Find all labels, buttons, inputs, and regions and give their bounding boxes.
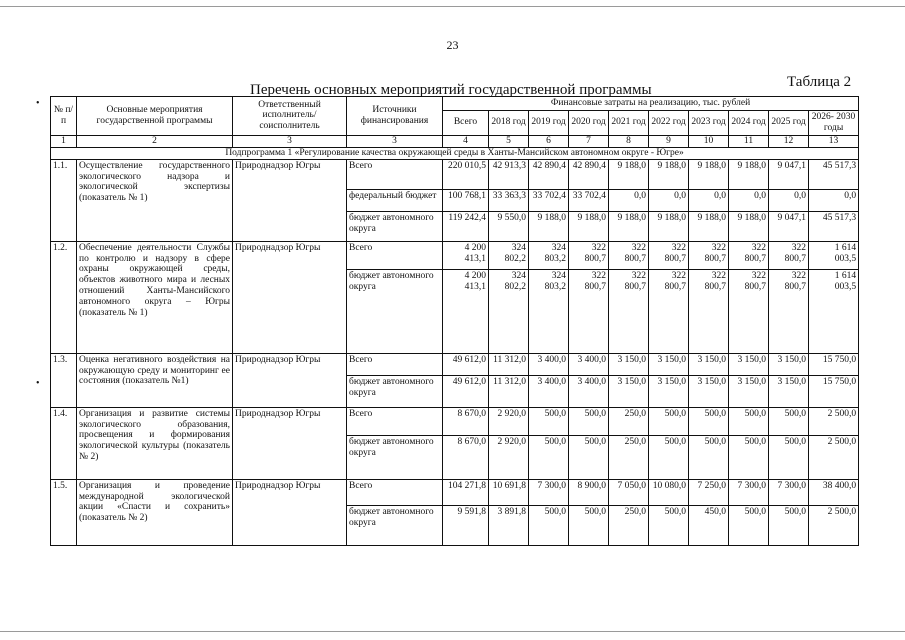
cost-total: 8 670,0 [443,407,489,435]
cost-value: 322 800,7 [569,241,609,269]
cost-value: 500,0 [569,505,609,545]
column-number: 13 [809,135,859,147]
activity-row [51,241,859,269]
cost-value: 3 150,0 [689,375,729,407]
cost-value: 500,0 [689,435,729,479]
header-year: 2025 год [769,110,809,135]
cost-value: 0,0 [809,189,859,211]
cost-value: 322 800,7 [689,269,729,353]
cost-value: 9 188,0 [729,159,769,189]
cost-value: 322 800,7 [729,241,769,269]
header-executor: Ответственный исполнитель/ соисполнитель [233,97,347,136]
cost-value: 324 803,2 [529,269,569,353]
funding-source: Всего [347,479,443,505]
cost-total: 49 612,0 [443,353,489,375]
cost-value: 11 312,0 [489,375,529,407]
cost-total: 8 670,0 [443,435,489,479]
cost-value: 7 050,0 [609,479,649,505]
header-year: 2022 год [649,110,689,135]
cost-value: 322 800,7 [569,269,609,353]
cost-value: 3 150,0 [729,353,769,375]
column-number: 8 [609,135,649,147]
cost-value: 3 400,0 [569,375,609,407]
cost-value: 15 750,0 [809,353,859,375]
cost-value: 322 800,7 [609,269,649,353]
column-numbers-row [51,135,859,147]
page-number: 23 [446,38,459,52]
cost-value: 3 150,0 [649,353,689,375]
cost-value: 7 250,0 [689,479,729,505]
funding-source: бюджет автономного округа [347,375,443,407]
cost-value: 9 188,0 [689,211,729,241]
cost-value: 33 702,4 [569,189,609,211]
scan-edge-bottom [0,631,905,632]
cost-value: 324 802,2 [489,241,529,269]
cost-value: 322 800,7 [769,241,809,269]
activity-executor: Природнадзор Югры [233,479,347,545]
activity-name: Осуществление государственного экологического надзора и экологической экспертизы (показатель № 1) [77,159,233,241]
header-year: 2024 год [729,110,769,135]
cost-value: 9 188,0 [729,211,769,241]
column-number: 10 [689,135,729,147]
cost-value: 324 802,2 [489,269,529,353]
cost-value: 3 400,0 [529,353,569,375]
scan-edge-top [0,6,905,7]
column-number: 7 [569,135,609,147]
cost-value: 8 900,0 [569,479,609,505]
activity-number: 1.4. [51,407,77,479]
column-number: 3 [233,135,347,147]
cost-value: 7 300,0 [729,479,769,505]
cost-value: 500,0 [769,407,809,435]
cost-value: 1 614 003,5 [809,269,859,353]
cost-value: 3 150,0 [609,375,649,407]
cost-value: 500,0 [769,435,809,479]
cost-value: 322 800,7 [649,269,689,353]
cost-value: 3 150,0 [649,375,689,407]
cost-value: 500,0 [529,407,569,435]
cost-value: 322 800,7 [689,241,729,269]
cost-value: 322 800,7 [649,241,689,269]
cost-value: 500,0 [569,407,609,435]
cost-value: 33 363,3 [489,189,529,211]
header-year: 2018 год [489,110,529,135]
activity-name: Организация и проведение международной экологической акции «Спасти и сохранить» (показатель № 2) [77,479,233,545]
column-number: 1 [51,135,77,147]
cost-value: 500,0 [649,505,689,545]
column-number: 4 [443,135,489,147]
cost-value: 10 691,8 [489,479,529,505]
cost-value: 7 300,0 [769,479,809,505]
activity-row [51,159,859,189]
column-number: 2 [77,135,233,147]
column-number: 12 [769,135,809,147]
cost-value: 324 803,2 [529,241,569,269]
cost-value: 3 150,0 [609,353,649,375]
activity-executor: Природнадзор Югры [233,353,347,407]
activity-name: Оценка негативного воздействия на окружающую среду и мониторинг ее состояния (показатель №1) [77,353,233,407]
activity-executor: Природнадзор Югры [233,407,347,479]
cost-value: 1 614 003,5 [809,241,859,269]
cost-value: 322 800,7 [609,241,649,269]
activity-number: 1.1. [51,159,77,241]
cost-value: 3 150,0 [689,353,729,375]
table-label: Таблица 2 [787,74,852,90]
margin-dot: • [36,378,40,389]
subprogram-title: Подпрограмма 1 «Регулирование качества окружающей среды в Ханты-Мансийском автономном округе - Югре» [51,147,859,159]
cost-value: 15 750,0 [809,375,859,407]
activity-number: 1.2. [51,241,77,353]
header-year: 2023 год [689,110,729,135]
cost-value: 33 702,4 [529,189,569,211]
subprogram-row [51,147,859,159]
column-number: 11 [729,135,769,147]
activity-row [51,353,859,375]
funding-source: бюджет автономного округа [347,505,443,545]
cost-value: 42 890,4 [529,159,569,189]
cost-value: 42 913,3 [489,159,529,189]
cost-value: 500,0 [729,505,769,545]
cost-value: 0,0 [689,189,729,211]
cost-value: 2 500,0 [809,407,859,435]
cost-value: 3 150,0 [769,375,809,407]
header-activities: Основные мероприятия государственной программы [77,97,233,136]
header-costs: Финансовые затраты на реализацию, тыс. рублей [443,97,859,111]
header-year: 2021 год [609,110,649,135]
funding-source: федеральный бюджет [347,189,443,211]
funding-source: Всего [347,241,443,269]
header-year: 2020 год [569,110,609,135]
activity-number: 1.3. [51,353,77,407]
cost-value: 500,0 [729,435,769,479]
cost-total: 49 612,0 [443,375,489,407]
column-number: 5 [489,135,529,147]
cost-value: 11 312,0 [489,353,529,375]
cost-total: 220 010,5 [443,159,489,189]
activity-name: Организация и развитие системы экологического образования, просвещения и формирования экологической культуры (показатель № 2) [77,407,233,479]
cost-value: 250,0 [609,505,649,545]
activity-name: Обеспечение деятельности Службы по контролю и надзору в сфере охраны окружающей среды, объектов животного мира и лесных отношений Ханты-Мансийского автономного округа – Югры (показатель № 1) [77,241,233,353]
activity-row [51,479,859,505]
cost-value: 2 920,0 [489,407,529,435]
margin-dot: • [36,98,40,109]
cost-value: 9 188,0 [609,159,649,189]
cost-value: 45 517,3 [809,159,859,189]
funding-source: бюджет автономного округа [347,269,443,353]
cost-value: 500,0 [649,407,689,435]
cost-value: 3 400,0 [529,375,569,407]
cost-value: 3 150,0 [729,375,769,407]
cost-value: 500,0 [569,435,609,479]
cost-value: 9 188,0 [569,211,609,241]
cost-value: 500,0 [729,407,769,435]
funding-source: Всего [347,159,443,189]
cost-value: 500,0 [529,505,569,545]
cost-value: 0,0 [769,189,809,211]
document-title: Перечень основных мероприятий государственной программы [250,82,652,98]
column-number: 6 [529,135,569,147]
cost-total: 104 271,8 [443,479,489,505]
cost-total: 4 200 413,1 [443,269,489,353]
cost-value: 450,0 [689,505,729,545]
cost-value: 9 188,0 [649,211,689,241]
cost-total: 4 200 413,1 [443,241,489,269]
cost-value: 9 047,1 [769,211,809,241]
cost-value: 0,0 [729,189,769,211]
activity-number: 1.5. [51,479,77,545]
cost-value: 3 400,0 [569,353,609,375]
cost-value: 7 300,0 [529,479,569,505]
cost-value: 3 891,8 [489,505,529,545]
cost-value: 2 920,0 [489,435,529,479]
header-num: № п/п [51,97,77,136]
cost-value: 38 400,0 [809,479,859,505]
cost-value: 9 188,0 [529,211,569,241]
cost-value: 2 500,0 [809,435,859,479]
cost-value: 0,0 [609,189,649,211]
activities-table [50,96,859,546]
funding-source: бюджет автономного округа [347,211,443,241]
cost-value: 250,0 [609,407,649,435]
activity-executor: Природнадзор Югры [233,159,347,241]
cost-value: 0,0 [649,189,689,211]
cost-value: 9 047,1 [769,159,809,189]
cost-value: 2 500,0 [809,505,859,545]
header-sources: Источники финансирования [347,97,443,136]
cost-value: 322 800,7 [769,269,809,353]
header-total: Всего [443,110,489,135]
cost-value: 9 188,0 [649,159,689,189]
header-year: 2019 год [529,110,569,135]
cost-value: 3 150,0 [769,353,809,375]
header-year: 2026- 2030 годы [809,110,859,135]
cost-value: 9 550,0 [489,211,529,241]
cost-value: 500,0 [649,435,689,479]
cost-total: 9 591,8 [443,505,489,545]
cost-value: 500,0 [689,407,729,435]
cost-value: 42 890,4 [569,159,609,189]
funding-source: Всего [347,353,443,375]
cost-value: 45 517,3 [809,211,859,241]
cost-value: 500,0 [529,435,569,479]
activity-executor: Природнадзор Югры [233,241,347,353]
cost-total: 119 242,4 [443,211,489,241]
cost-value: 10 080,0 [649,479,689,505]
cost-total: 100 768,1 [443,189,489,211]
column-number: 9 [649,135,689,147]
cost-value: 250,0 [609,435,649,479]
cost-value: 500,0 [769,505,809,545]
column-number: 3 [347,135,443,147]
funding-source: бюджет автономного округа [347,435,443,479]
cost-value: 322 800,7 [729,269,769,353]
cost-value: 9 188,0 [609,211,649,241]
cost-value: 9 188,0 [689,159,729,189]
activity-row [51,407,859,435]
funding-source: Всего [347,407,443,435]
